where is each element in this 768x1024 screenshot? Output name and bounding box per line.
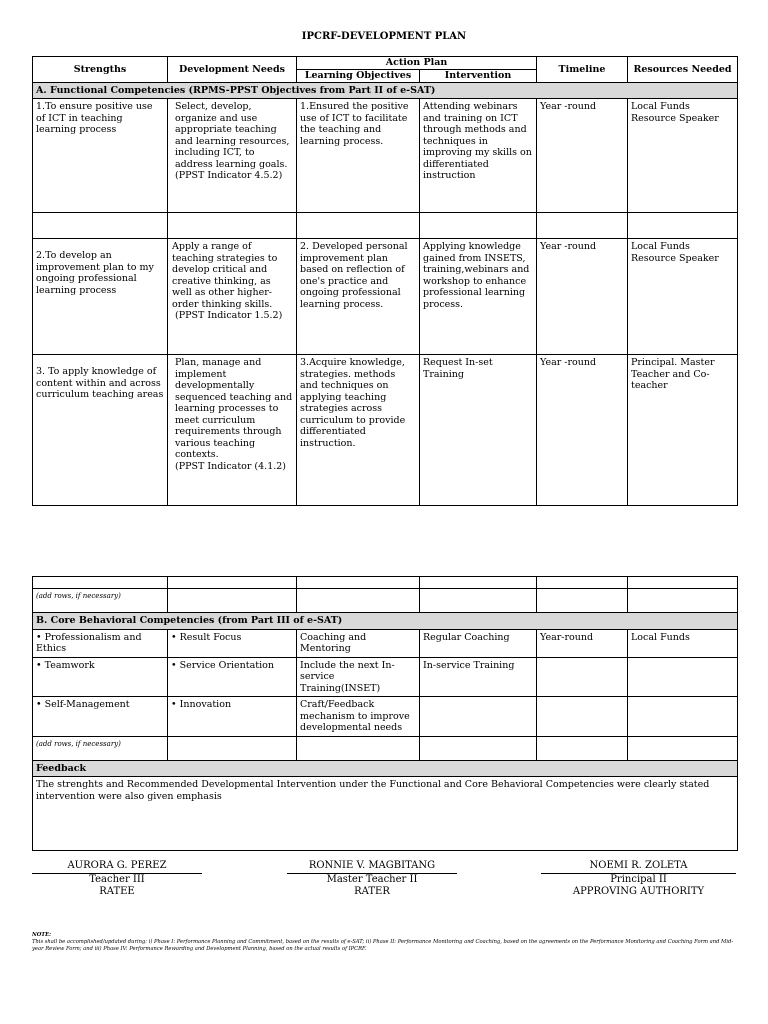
- section-b-title: B. Core Behavioral Competencies (from Part III of e-SAT): [33, 613, 738, 630]
- development-need-text: Apply a range of teaching strategies to develop critical and creative thinking, as well as other higher-order thinking skills.: [172, 241, 278, 310]
- timeline-cell: Year -round: [537, 239, 628, 355]
- learning-objective-cell: 1.Ensured the positive use of ICT to facilitate the teaching and learning process.: [297, 99, 420, 213]
- timeline-cell: [537, 697, 628, 737]
- learning-objective-cell: Include the next In-service Training(INSET): [297, 657, 420, 697]
- intervention-cell: Regular Coaching: [420, 629, 537, 657]
- timeline-cell: Year -round: [537, 99, 628, 213]
- learning-objective-cell: Craft/Feedback mechanism to improve developmental needs: [297, 697, 420, 737]
- intervention-cell: Attending webinars and training on ICT through methods and techniques in improving my skills on differentiated instruction: [420, 99, 537, 213]
- development-need-text: Select, develop, organize and use appropriate teaching and learning resources, including ICT, to address learning goals.: [175, 101, 290, 170]
- table-row: [33, 697, 738, 737]
- development-need-cell: • Result Focus: [168, 629, 297, 657]
- development-need-cell: • Service Orientation: [168, 657, 297, 697]
- table-row: [33, 577, 738, 589]
- intervention-cell: In-service Training: [420, 657, 537, 697]
- learning-objective-cell: 2. Developed personal improvement plan based on reflection of one's practice and ongoing professional learning process.: [297, 239, 420, 355]
- signature-rater: [287, 860, 457, 898]
- header-timeline: Timeline: [537, 57, 628, 83]
- development-need-text: Plan, manage and implement developmentally sequenced teaching and learning processes to meet curriculum requirements through various teaching contexts.: [175, 357, 293, 460]
- development-plan-table-a: [32, 56, 738, 506]
- header-development-needs: Development Needs: [168, 57, 297, 83]
- table-row: [33, 736, 738, 760]
- resources-cell: [628, 697, 738, 737]
- development-need-cell: • Innovation: [168, 697, 297, 737]
- note-text: This shall be accomplished/updated during: i) Phase I: Performance Planning and Commitment, based on the results of e-SAT; ii) Phase II: Performance Monitoring and Coaching, based on the agreements on the Performance Monitoring and Coaching Form and Mid-year Review Form; and iii) Phase IV: Performance Rewarding and Development Planning, based on the actual results of IPCRF.: [32, 939, 734, 952]
- signatory-name: AURORA G. PEREZ: [32, 860, 202, 874]
- strength-cell: 1.To ensure positive use of ICT in teaching learning process: [33, 99, 168, 213]
- development-plan-table-b: [32, 576, 738, 851]
- table-row: [33, 213, 738, 239]
- table-row: [33, 657, 738, 697]
- feedback-text: The strenghts and Recommended Developmental Intervention under the Functional and Core Behavioral Competencies were clearly stated intervention were also given emphasis: [33, 777, 738, 851]
- strength-cell: [33, 239, 168, 355]
- header-learning-objectives: Learning Objectives: [297, 70, 420, 83]
- signatory-position: Master Teacher II: [326, 874, 418, 885]
- signatory-role: RATER: [354, 886, 390, 897]
- ppst-indicator: (PPST Indicator 1.5.2): [175, 310, 283, 321]
- resources-cell: [628, 657, 738, 697]
- header-intervention: Intervention: [420, 70, 537, 83]
- signatory-role: APPROVING AUTHORITY: [572, 886, 705, 897]
- resources-cell: Principal. Master Teacher and Co-teacher: [628, 355, 738, 506]
- table-row: [33, 239, 738, 355]
- timeline-cell: Year-round: [537, 629, 628, 657]
- development-need-cell: [168, 99, 297, 213]
- add-rows-label: (add rows, if necessary): [33, 736, 168, 760]
- ppst-indicator: (PPST Indicator 4.5.2): [175, 170, 283, 181]
- signatory-position: Principal II: [610, 874, 667, 885]
- footnote: [32, 932, 737, 953]
- development-need-cell: [168, 239, 297, 355]
- resources-cell: Local Funds Resource Speaker: [628, 99, 738, 213]
- learning-objective-cell: Coaching and Mentoring: [297, 629, 420, 657]
- strength-text: 2.To develop an improvement plan to my ongoing professional learning process: [36, 250, 154, 296]
- page-title: IPCRF-DEVELOPMENT PLAN: [301, 31, 467, 42]
- note-label: NOTE:: [32, 932, 51, 938]
- strength-cell: • Self-Management: [33, 697, 168, 737]
- strength-cell: • Teamwork: [33, 657, 168, 697]
- signature-approving-authority: [541, 860, 736, 898]
- timeline-cell: Year -round: [537, 355, 628, 506]
- header-resources-needed: Resources Needed: [628, 57, 738, 83]
- resources-cell: Local Funds: [628, 629, 738, 657]
- intervention-cell: Applying knowledge gained from INSETS, training,webinars and workshop to enhance professional learning process.: [420, 239, 537, 355]
- signature-ratee: [32, 860, 202, 898]
- signatory-position: Teacher III: [89, 874, 145, 885]
- intervention-cell: Request In-set Training: [420, 355, 537, 506]
- signatory-name: NOEMI R. ZOLETA: [541, 860, 736, 874]
- header-strengths: Strengths: [33, 57, 168, 83]
- table-row: [33, 355, 738, 506]
- strength-text: 3. To apply knowledge of content within and across curriculum teaching areas: [36, 366, 164, 400]
- table-row: [33, 589, 738, 613]
- strength-cell: • Professionalism and Ethics: [33, 629, 168, 657]
- learning-objective-cell: 3.Acquire knowledge, strategies. methods and techniques on applying teaching strategies across curriculum to provide differentiated instruction.: [297, 355, 420, 506]
- add-rows-label: (add rows, if necessary): [33, 589, 168, 613]
- resources-cell: Local Funds Resource Speaker: [628, 239, 738, 355]
- feedback-title: Feedback: [33, 760, 738, 777]
- development-need-cell: [168, 355, 297, 506]
- table-row: [33, 99, 738, 213]
- signatory-name: RONNIE V. MAGBITANG: [287, 860, 457, 874]
- table-row: [33, 629, 738, 657]
- section-a-title: A. Functional Competencies (RPMS-PPST Objectives from Part II of e-SAT): [33, 82, 738, 99]
- strength-cell: [33, 355, 168, 506]
- signatory-role: RATEE: [99, 886, 135, 897]
- intervention-cell: [420, 697, 537, 737]
- timeline-cell: [537, 657, 628, 697]
- ppst-indicator: (PPST Indicator (4.1.2): [175, 460, 287, 472]
- header-action-plan: Action Plan: [297, 57, 537, 70]
